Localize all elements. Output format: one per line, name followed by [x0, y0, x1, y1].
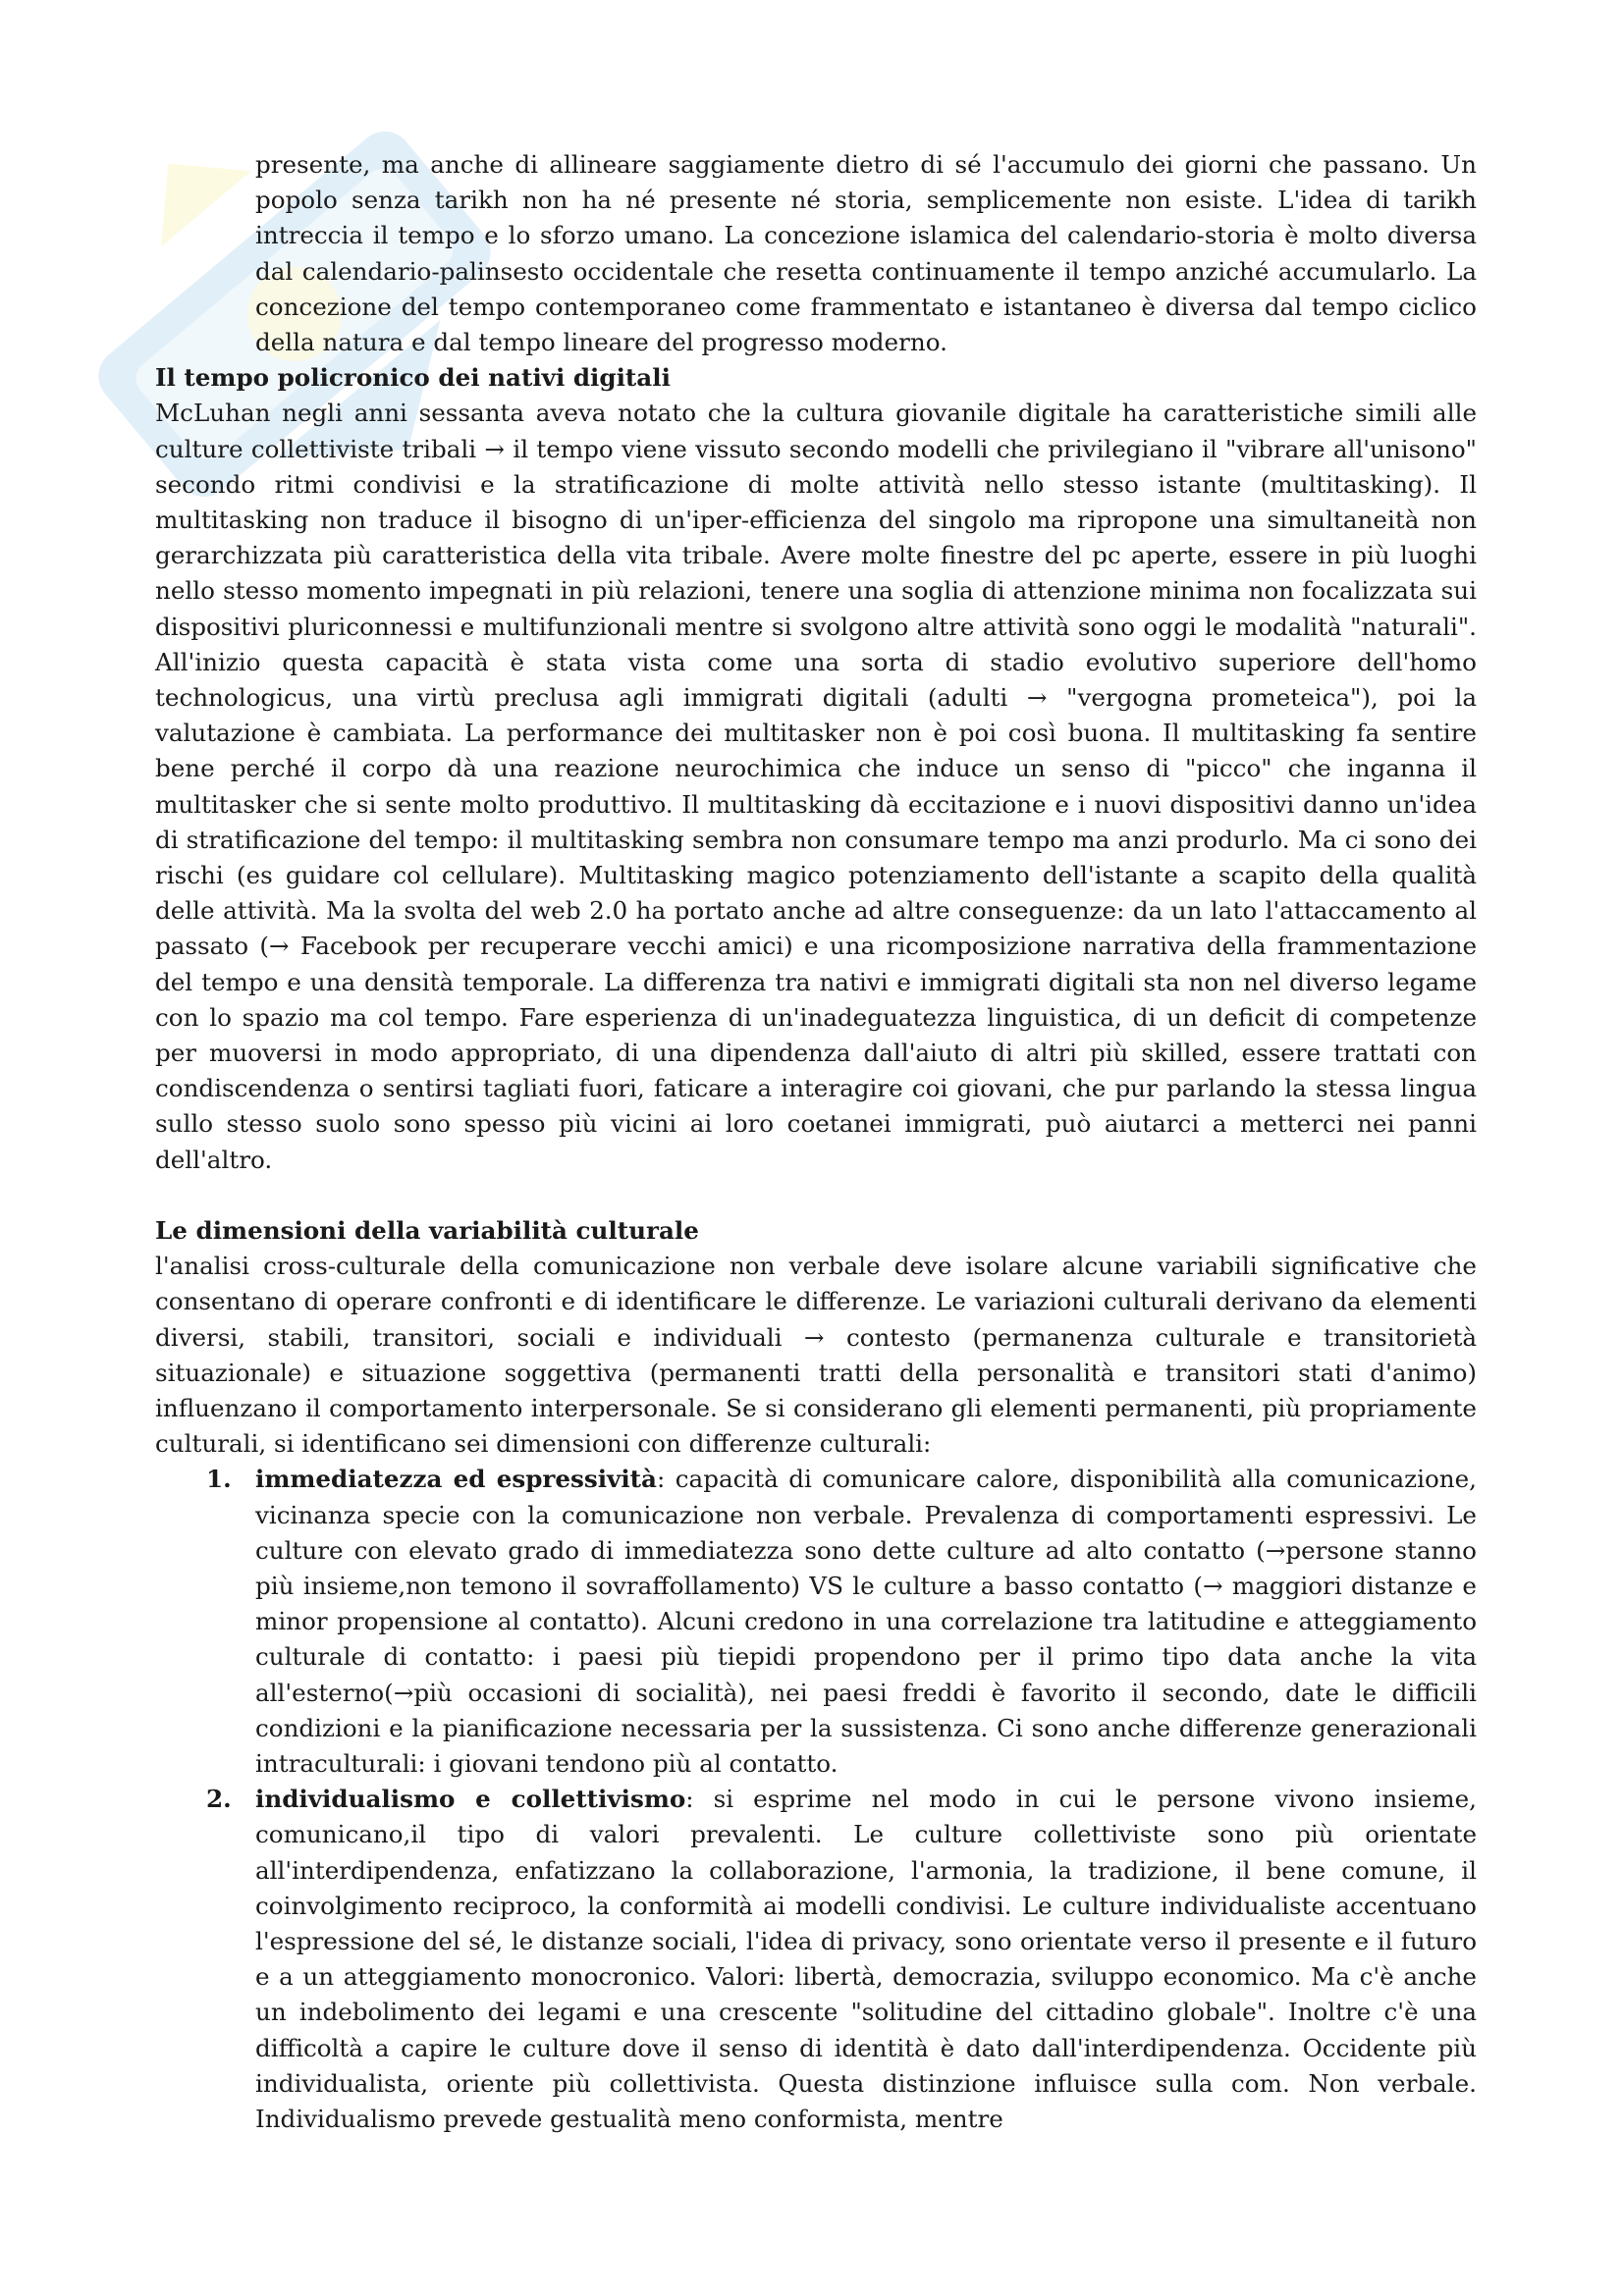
- list-item-text: : capacità di comunicare calore, disponibilità alla comunicazione, vicinanza specie con la comunicazione non verbale. Prevalenza di comportamenti espressivi. Le culture con elevato grado di immediatezza sono dette culture ad alto contatto (→persone stanno più insieme,non temono il sovraffollamento) VS le culture a basso contatto (→ maggiori distanze e minor propensione al contatto). Alcuni credono in una correlazione tra latitudine e atteggiamento culturale di contatto: i paesi più tiepidi propendono per il primo tipo data anche la vita all'esterno(→più occasioni di socialità), nei paesi freddi è favorito il secondo, date le difficili condizioni e la pianificazione necessaria per la sussistenza. Ci sono anche differenze generazionali intraculturali: i giovani tendono più al contatto.: [255, 1465, 1477, 1778]
- policronico-paragraph: McLuhan negli anni sessanta aveva notato che la cultura giovanile digitale ha caratteristiche simili alle culture collettiviste tribali → il tempo viene vissuto secondo modelli che privilegiano il "vibrare all'unisono" secondo ritmi condivisi e la stratificazione di molte attività nello stesso istante (multitasking). Il multitasking non traduce il bisogno di un'iper-efficienza del singolo ma ripropone una simultaneità non gerarchizzata più caratteristica della vita tribale. Avere molte finestre del pc aperte, essere in più luoghi nello stesso momento impegnati in più relazioni, tenere una soglia di attenzione minima non focalizzata sui dispositivi pluriconnessi e multifunzionali mentre si svolgono altre attività sono oggi le modalità "naturali". All'inizio questa capacità è stata vista come una sorta di stadio evolutivo superiore dell'homo technologicus, una virtù preclusa agli immigrati digitali (adulti → "vergogna prometeica"), poi la valutazione è cambiata. La performance dei multitasker non è poi così buona. Il multitasking fa sentire bene perché il corpo dà una reazione neurochimica che induce un senso di "picco" che inganna il multitasker che si sente molto produttivo. Il multitasking dà eccitazione e i nuovi dispositivi danno un'idea di stratificazione del tempo: il multitasking sembra non consumare tempo ma anzi produrlo. Ma ci sono dei rischi (es guidare col cellulare). Multitasking magico potenziamento dell'istante a scapito della qualità delle attività. Ma la svolta del web 2.0 ha portato anche ad altre conseguenze: da un lato l'attaccamento al passato (→ Facebook per recuperare vecchi amici) e una ricomposizione narrativa della frammentazione del tempo e una densità temporale. La differenza tra nativi e immigrati digitali sta non nel diverso legame con lo spazio ma col tempo. Fare esperienza di un'inadeguatezza linguistica, di un deficit di competenze per muoversi in modo appropriato, di una dipendenza dall'aiuto di altri più skilled, essere trattati con condiscendenza o sentirsi tagliati fuori, faticare a interagire coi giovani, che pur parlando la stessa lingua sullo stesso suolo sono spesso più vicini ai loro coetanei immigrati, può aiutarci a metterci nei panni dell'altro.: [155, 399, 1477, 1174]
- section-heading-policronico: Il tempo policronico dei nativi digitali: [155, 363, 671, 393]
- list-item-number: 1.: [206, 1465, 232, 1494]
- list-item-term: individualismo e collettivismo: [255, 1785, 686, 1814]
- paragraph-gap: [155, 1178, 1477, 1213]
- variabilita-intro-paragraph: l'analisi cross-culturale della comunicazione non verbale deve isolare alcune variabili significative che consentano di operare confronti e di identificare le differenze. Le variazioni culturali derivano da elementi diversi, stabili, transitori, sociali e individuali → contesto (permanenza culturale e transitorietà situazionale) e situazione soggettiva (permanenti tratti della personalità e transitori stati d'animo) influenzano il comportamento interpersonale. Se si considerano gli elementi permanenti, più propriamente culturali, si identificano sei dimensioni con differenze culturali:: [155, 1252, 1477, 1459]
- dimensions-list: [155, 1462, 1477, 2137]
- list-item-term: immediatezza ed espressività: [255, 1465, 657, 1494]
- list-item: [155, 1462, 1477, 1782]
- list-item: [155, 1782, 1477, 2137]
- document-page: [155, 147, 1477, 2137]
- list-item-number: 2.: [206, 1785, 232, 1814]
- list-item-text: : si esprime nel modo in cui le persone vivono insieme, comunicano,il tipo di valori prevalenti. Le culture collettiviste sono più orientate all'interdipendenza, enfatizzano la collaborazione, l'armonia, la tradizione, il bene comune, il coinvolgimento reciproco, la conformità ai modelli condivisi. Le culture individualiste accentuano l'espressione del sé, le distanze sociali, l'idea di privacy, sono orientate verso il presente e il futuro e a un atteggiamento monocronico. Valori: libertà, democrazia, sviluppo economico. Ma c'è anche un indebolimento dei legami e una crescente "solitudine del cittadino globale". Inoltre c'è una difficoltà a capire le culture dove il senso di identità è dato dall'interdipendenza. Occidente più individualista, oriente più collettivista. Questa distinzione influisce sulla com. Non verbale. Individualismo prevede gestualità meno conformista, mentre: [255, 1785, 1477, 2133]
- continuation-paragraph: presente, ma anche di allineare saggiamente dietro di sé l'accumulo dei giorni che passano. Un popolo senza tarikh non ha né presente né storia, semplicemente non esiste. L'idea di tarikh intreccia il tempo e lo sforzo umano. La concezione islamica del calendario-storia è molto diversa dal calendario-palinsesto occidentale che resetta continuamente il tempo anziché accumularlo. La concezione del tempo contemporaneo come frammentato e istantaneo è diversa dal tempo ciclico della natura e dal tempo lineare del progresso moderno.: [255, 150, 1477, 357]
- section-heading-variabilita: Le dimensioni della variabilità culturale: [155, 1215, 699, 1245]
